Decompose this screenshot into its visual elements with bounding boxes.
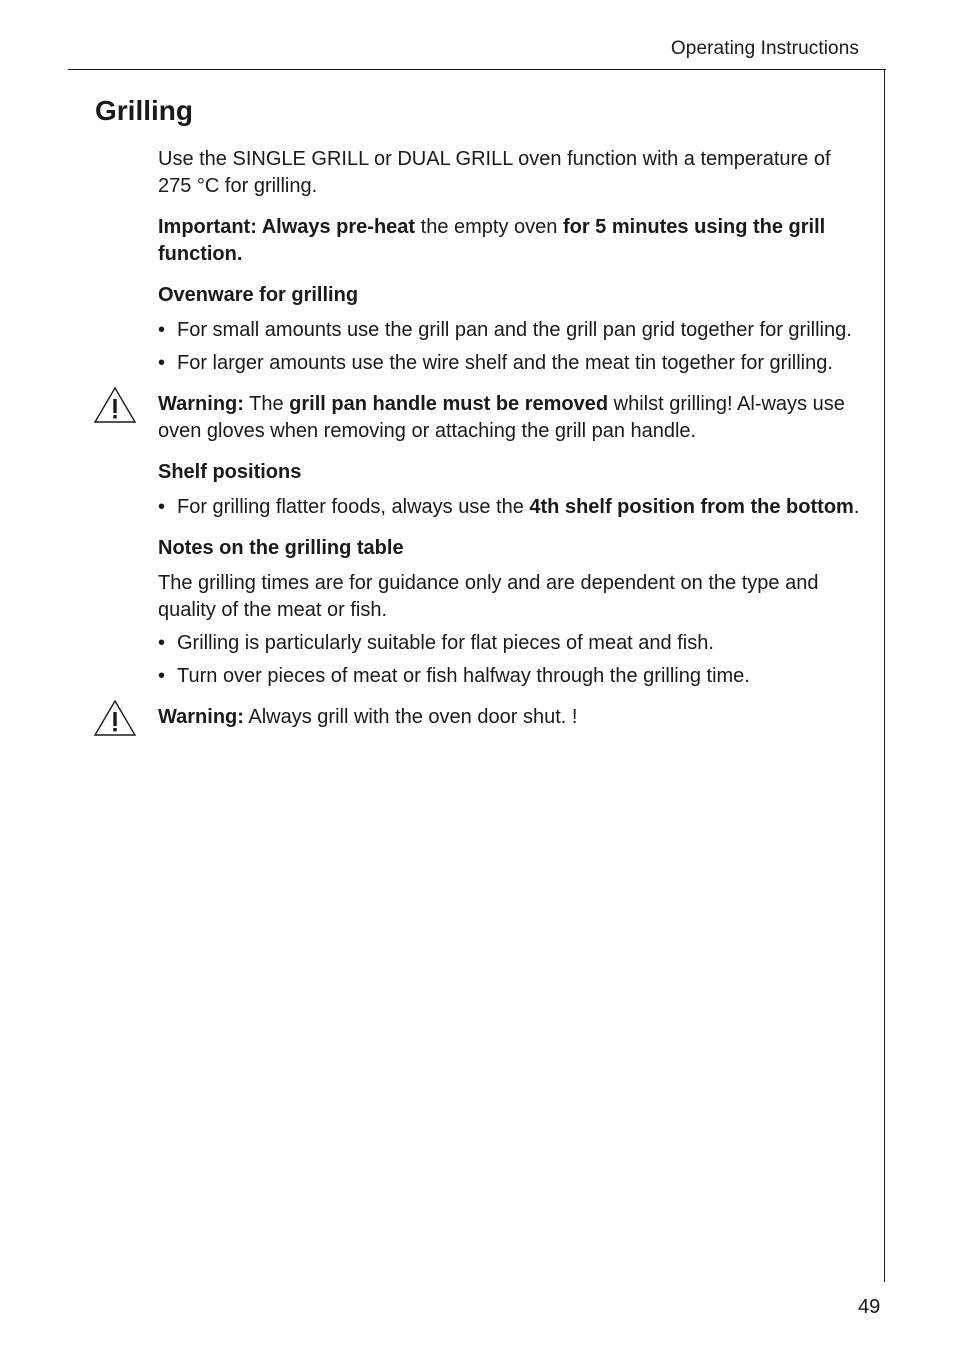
important-bold-2: for 5 minutes using the grill function.: [158, 216, 826, 265]
warning-block-1: [158, 391, 860, 445]
header-rule: [68, 69, 886, 70]
list-item: [158, 630, 860, 657]
margin-rule: [884, 69, 885, 1282]
list-item: [158, 494, 860, 521]
important-text-1: the empty oven: [415, 216, 563, 238]
bullet-glyph: •: [158, 352, 166, 374]
list-item: [158, 317, 860, 344]
warning-block-2: [158, 704, 860, 731]
warning1-text-1: The: [243, 393, 290, 415]
warning-label: Warning:: [158, 393, 244, 415]
notes-bullet-2: Turn over pieces of meat or fish halfway through the grilling time.: [177, 665, 750, 687]
notes-paragraph: The grilling times are for guidance only and are dependent on the type and quality of the meat or fish.: [158, 572, 819, 621]
ovenware-heading: Ovenware for grilling: [158, 284, 359, 306]
warning-text-2: [158, 704, 860, 731]
ovenware-bullet-1: For small amounts use the grill pan and the grill pan grid together for grilling.: [177, 319, 852, 341]
shelf-text-1: For grilling flatter foods, always use the: [177, 496, 530, 518]
list-item: [158, 350, 860, 377]
important-note: [158, 214, 860, 268]
warning-label: Warning:: [158, 706, 244, 728]
notes-heading: Notes on the grilling table: [158, 537, 404, 559]
bullet-glyph: •: [158, 632, 166, 654]
page-title: Grilling: [95, 95, 193, 126]
bullet-glyph: •: [158, 319, 166, 341]
shelf-text-2: .: [853, 496, 860, 518]
running-header: Operating Instructions: [670, 38, 859, 59]
page-number: 49: [858, 1296, 881, 1318]
list-item: [158, 663, 860, 690]
notes-bullet-1: Grilling is particularly suitable for flat pieces of meat and fish.: [177, 632, 714, 654]
main-content: [158, 146, 860, 731]
warning1-bold: grill pan handle must be removed: [289, 393, 609, 415]
important-bold-1: Important: Always pre-heat: [158, 216, 416, 238]
intro-paragraph: Use the SINGLE GRILL or DUAL GRILL oven function with a temperature of 275 °C for grilling.: [158, 148, 831, 197]
shelf-heading: Shelf positions: [158, 461, 302, 483]
bullet-glyph: •: [158, 665, 166, 687]
warning2-text: Always grill with the oven door shut. !: [243, 706, 578, 728]
warning-triangle-icon: [93, 385, 137, 425]
warning1-text-2: whilst grilling! Al-ways use oven gloves when removing or attaching the grill pan handle.: [158, 393, 845, 442]
warning-triangle-icon: [93, 698, 137, 738]
shelf-bold: 4th shelf position from the bottom: [529, 496, 854, 518]
ovenware-bullet-2: For larger amounts use the wire shelf and the meat tin together for grilling.: [177, 352, 833, 374]
warning-text-1: [158, 391, 860, 445]
bullet-glyph: •: [158, 496, 166, 518]
